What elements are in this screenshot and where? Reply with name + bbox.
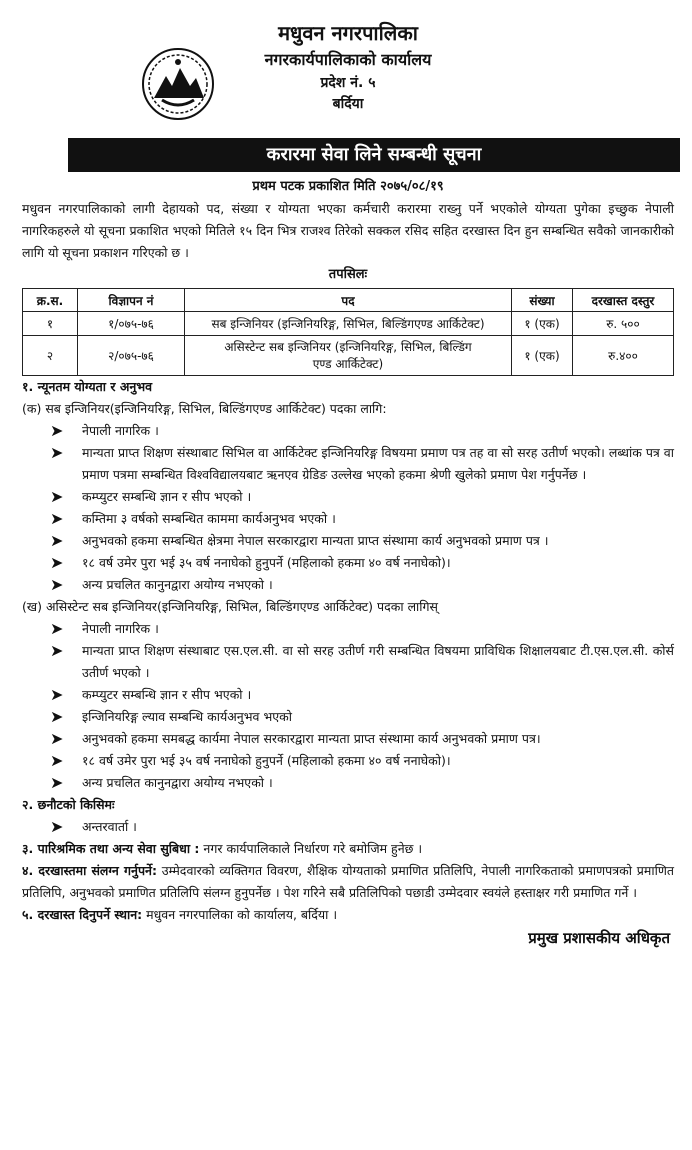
cell-ad-no: २/०७५-७६ — [78, 336, 185, 376]
list-item: ➤ १८ वर्ष उमेर पुरा भई ३५ वर्ष ननाघेको हुनुपर्ने (महिलाको हकमा ४० वर्ष ननाघेको)। — [50, 553, 451, 572]
col-fee: दरखास्त दस्तुर — [573, 289, 674, 312]
arrow-bullet-icon: ➤ — [50, 619, 64, 638]
section-1-kha-title: (ख) असिस्टेन्ट सब इन्जिनियर(इन्जिनियरिङ्ग, सिभिल, बिल्डिंगएण्ड आर्किटेक्ट) पदका लागिस् — [22, 599, 439, 614]
cell-post: सब इन्जिनियर (इन्जिनियरिङ्ग, सिभिल, बिल्डिंगएण्ड आर्किटेक्ट) — [185, 312, 512, 336]
list-item: ➤ अन्तरवार्ता । — [50, 817, 137, 836]
details-heading: तपसिलः — [328, 267, 368, 282]
cell-sn: २ — [23, 336, 78, 376]
section-3-label: ३. पारिश्रमिक तथा अन्य सेवा सुबिधा : — [22, 841, 200, 856]
col-count: संख्या — [512, 289, 573, 312]
intro-paragraph: मधुवन नगरपालिकाको लागी देहायको पद, संख्या र योग्यता भएका कर्मचारी करारमा राख्नु पर्ने भएकोले योग्यता पुगेका इच्छुक नेपाली नागरिकहरुले यो सूचना प्रकाशित भएको मितिले १५ दिन भित्र राजश्व तिरेको सक्कल रसिद सहित दरखास्त दिन हुन सम्बन्धित सवैको जानकारीको लागि यो सूचना प्रकाशन गरिएको छ । — [22, 201, 674, 260]
list-item: ➤ अनुभवको हकमा समबद्ध कार्यमा नेपाल सरकारद्वारा मान्यता प्राप्त संस्थामा कार्य अनुभवको प्रमाण पत्र। — [50, 729, 541, 748]
arrow-bullet-icon: ➤ — [50, 817, 64, 836]
table-row — [23, 336, 674, 376]
signatory-title: प्रमुख प्रशासकीय अधिकृत — [528, 929, 670, 947]
arrow-bullet-icon: ➤ — [50, 707, 64, 726]
table-row — [23, 312, 674, 336]
list-item: ➤ कम्प्युटर सम्बन्धि ज्ञान र सीप भएको । — [50, 685, 252, 704]
cell-fee: रु.४०० — [573, 336, 674, 376]
municipality-name: मधुवन नगरपालिका — [278, 21, 418, 45]
list-item: ➤ नेपाली नागरिक । — [50, 421, 159, 440]
cell-count: १ (एक) — [512, 312, 573, 336]
arrow-bullet-icon: ➤ — [50, 751, 64, 770]
cell-fee: रु. ५०० — [573, 312, 674, 336]
letterhead — [22, 20, 674, 138]
publication-date: प्रथम पटक प्रकाशित मिति २०७५/०८/१९ — [252, 179, 444, 194]
arrow-bullet-icon: ➤ — [50, 773, 64, 792]
arrow-bullet-icon: ➤ — [50, 443, 64, 462]
section-3 — [22, 838, 674, 860]
list-item: ➤ कम्तिमा ३ वर्षको सम्बन्धित काममा कार्यअनुभव भएको । — [50, 509, 336, 528]
arrow-bullet-icon: ➤ — [50, 531, 64, 550]
arrow-bullet-icon: ➤ — [50, 553, 64, 572]
section-4-label: ४. दरखास्तमा संलग्न गर्नुपर्ने: — [22, 863, 157, 878]
section-5 — [22, 904, 674, 926]
cell-post: असिस्टेन्ट सब इन्जिनियर (इन्जिनियरिङ्ग, सिभिल, बिल्डिंग एण्ड आर्किटेक्ट) — [185, 336, 512, 376]
list-item: ➤ अन्य प्रचलित कानुनद्वारा अयोग्य नभएको । — [50, 575, 273, 594]
section-2-title: २. छनौटको किसिमः — [22, 797, 115, 812]
province-name: प्रदेश नं. ५ — [320, 75, 376, 91]
arrow-bullet-icon: ➤ — [50, 729, 64, 748]
section-5-label: ५. दरखास्त दिनुपर्ने स्थान: — [22, 907, 143, 922]
list-item: ➤ मान्यता प्राप्त शिक्षण संस्थाबाट एस.एल.सी. वा सो सरह उतीर्ण गरी सम्बन्धित विषयमा प्राविधिक शिक्षालयबाट टी.एस.एल.सी. कोर्स उतीर्ण भएको । — [50, 640, 674, 684]
list-item: ➤ १८ वर्ष उमेर पुरा भई ३५ वर्ष ननाघेको हुनुपर्ने (महिलाको हकमा ४० वर्ष ननाघेको)। — [50, 751, 451, 770]
office-name: नगरकार्यपालिकाको कार्यालय — [264, 50, 432, 69]
arrow-bullet-icon: ➤ — [50, 685, 64, 704]
list-item: ➤ कम्प्युटर सम्बन्धि ज्ञान र सीप भएको । — [50, 487, 252, 506]
list-item: ➤ मान्यता प्राप्त शिक्षण संस्थाबाट सिभिल वा आर्किटेक्ट इन्जिनियरिङ्ग विषयमा प्रमाण पत्र तह वा सो सरह उतीर्ण भएको। लब्धांक पत्र वा प्रमाण पत्रमा सम्बन्धित विश्वविद्यालयबाट ऋनएव ग्रेडिङ उल्लेख भएको हकमा श्रेणी खुलेको प्रमाण पेश गर्नुपर्नेछ । — [50, 442, 674, 486]
municipality-emblem-icon — [140, 46, 216, 122]
list-item: ➤ अनुभवको हकमा सम्बन्धित क्षेत्रमा नेपाल सरकारद्वारा मान्यता प्राप्त संस्थामा कार्य अनुभवको प्रमाण पत्र । — [50, 531, 549, 550]
col-sn: क्र.स. — [23, 289, 78, 312]
arrow-bullet-icon: ➤ — [50, 641, 64, 660]
section-4-text: उम्मेदवारको व्यक्तिगत विवरण, शैक्षिक योग्यताको प्रमाणित प्रतिलिपि, नेपाली नागरिकताको प्रमाणपत्रको प्रमाणित प्रतिलिपि, अनुभवको प्रमाणित प्रतिलिपि संलग्न हुनुपर्नेछ । पेश गरिने सबै प्रतिलिपिको पछाडी उम्मेदवार स्वयंले हस्ताक्षर गरी प्रमाणित गर्ने । — [22, 863, 674, 900]
section-3-text: नगर कार्यपालिकाले निर्धारण गरे बमोजिम हुनेछ । — [199, 841, 423, 856]
arrow-bullet-icon: ➤ — [50, 487, 64, 506]
col-ad-no: विज्ञापन नं — [78, 289, 185, 312]
section-5-text: मधुवन नगरपालिका को कार्यालय, बर्दिया । — [142, 907, 338, 922]
section-4 — [22, 860, 674, 904]
vacancy-table — [22, 288, 674, 376]
list-item: ➤ इन्जिनियरिङ्ग ल्याव सम्बन्धि कार्यअनुभव भएको — [50, 707, 292, 726]
cell-sn: १ — [23, 312, 78, 336]
arrow-bullet-icon: ➤ — [50, 575, 64, 594]
arrow-bullet-icon: ➤ — [50, 509, 64, 528]
list-item: ➤ अन्य प्रचलित कानुनद्वारा अयोग्य नभएको । — [50, 773, 273, 792]
section-1-title: १. न्यूनतम योग्यता र अनुभव — [22, 379, 153, 394]
district-name: बर्दिया — [332, 96, 364, 112]
arrow-bullet-icon: ➤ — [50, 421, 64, 440]
cell-count: १ (एक) — [512, 336, 573, 376]
cell-ad-no: १/०७५-७६ — [78, 312, 185, 336]
notice-title-banner: करारमा सेवा लिने सम्बन्धी सूचना — [68, 138, 680, 172]
col-post: पद — [185, 289, 512, 312]
list-item: ➤ नेपाली नागरिक । — [50, 619, 159, 638]
table-header-row — [23, 289, 674, 312]
section-1-ka-title: (क) सब इन्जिनियर(इन्जिनियरिङ्ग, सिभिल, बिल्डिंगएण्ड आर्किटेक्ट) पदका लागि: — [22, 401, 387, 416]
